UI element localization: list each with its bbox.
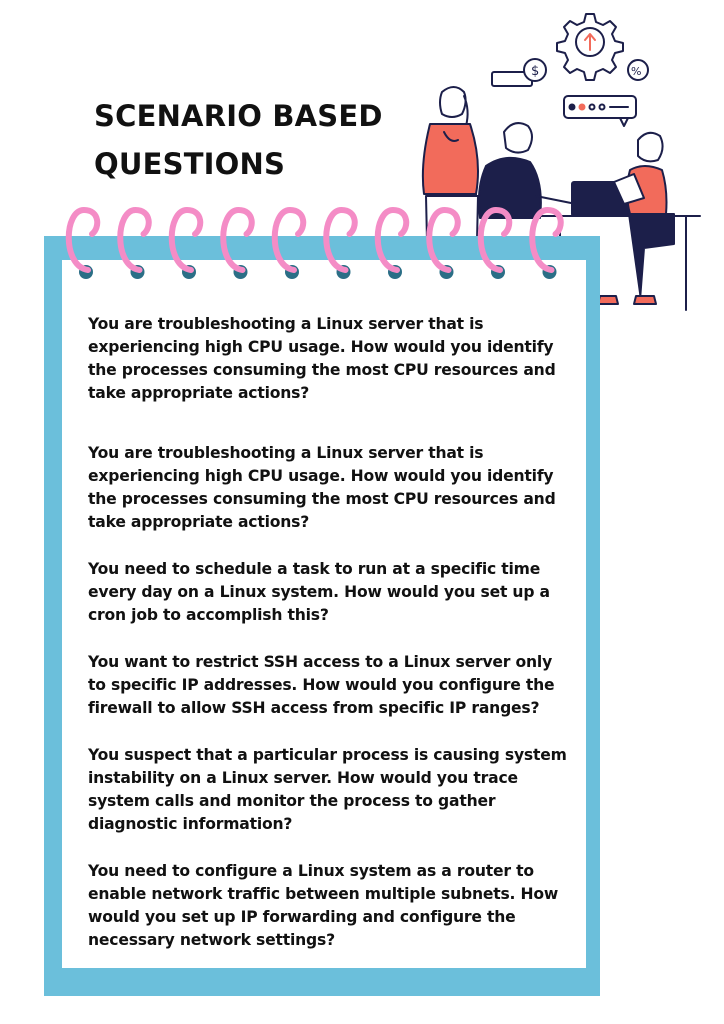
binding-ring	[69, 210, 98, 270]
page-title	[94, 92, 414, 188]
question-item: You need to configure a Linux system as a router to enable network traffic between multiple subnets. How would you set up IP forwarding and configure the necessary network settings?	[88, 862, 559, 949]
binding-ring	[429, 210, 458, 270]
question-item: You are troubleshooting a Linux server that is experiencing high CPU usage. How would you identify the processes consuming the most CPU resources and take appropriate actions?	[88, 315, 556, 402]
dollar-icon	[492, 59, 546, 86]
question-item: You need to schedule a task to run at a specific time every day on a Linux system. How would you set up a cron job to accomplish this?	[88, 560, 550, 624]
binding-ring	[532, 210, 561, 270]
seated-woman-figure	[598, 133, 674, 304]
question-item: You want to restrict SSH access to a Linux server only to specific IP addresses. How would you configure the firewall to allow SSH access from specific IP ranges?	[88, 653, 555, 717]
svg-text:%: %	[631, 65, 642, 78]
binding-ring	[223, 210, 252, 270]
percent-icon	[628, 60, 648, 80]
svg-text:$: $	[531, 64, 540, 79]
binding-ring	[378, 210, 407, 270]
spiral-binding	[52, 200, 572, 290]
binding-ring	[326, 210, 355, 270]
question-item: You suspect that a particular process is causing system instability on a Linux server. How would you trace system calls and monitor the process to gather diagnostic information?	[88, 746, 567, 833]
binding-ring	[120, 210, 149, 270]
title-line-2: QUESTIONS	[94, 147, 286, 181]
question-item: You are troubleshooting a Linux server that is experiencing high CPU usage. How would you identify the processes consuming the most CPU resources and take appropriate actions?	[88, 444, 556, 531]
title-line-1: SCENARIO BASED	[94, 99, 383, 133]
binding-ring	[275, 210, 304, 270]
binding-ring	[481, 210, 510, 270]
gear-icon	[557, 14, 623, 80]
chat-bubble-icon	[564, 96, 636, 126]
binding-ring	[172, 210, 201, 270]
